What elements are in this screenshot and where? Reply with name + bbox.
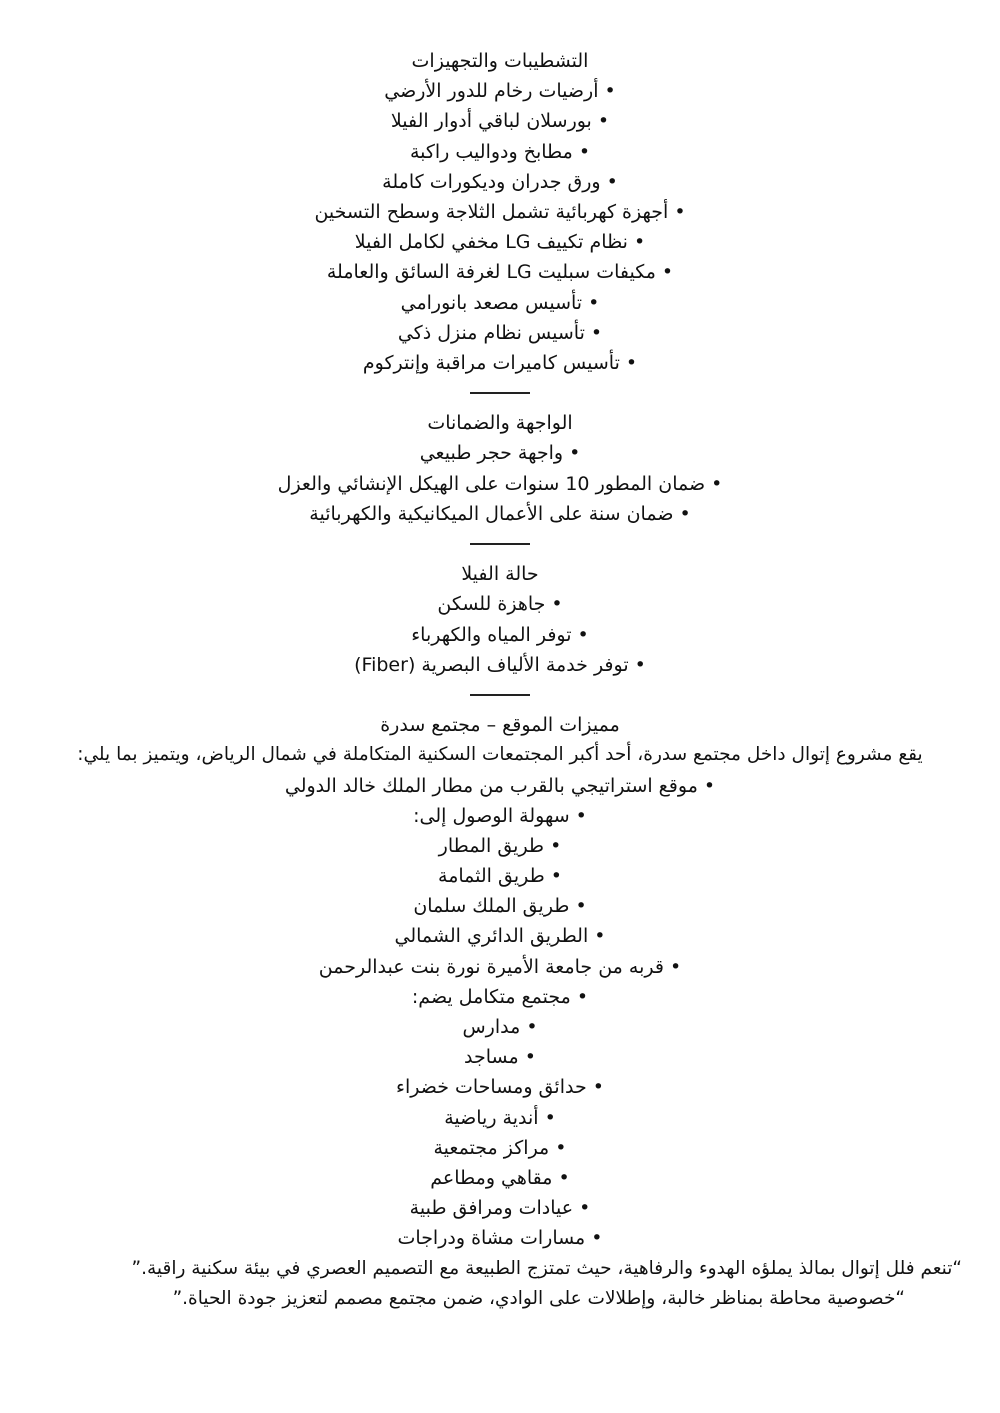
facade-section	[0, 408, 1000, 529]
list-item: • نظام تكييف LG مخفي لكامل الفيلا	[0, 227, 1000, 257]
list-item: • تأسيس نظام منزل ذكي	[0, 318, 1000, 348]
list-item: • بورسلان لباقي أدوار الفيلا	[0, 106, 1000, 136]
list-item: • مساجد	[0, 1042, 1000, 1072]
section-divider	[470, 392, 530, 394]
list-item: • مسارات مشاة ودراجات	[0, 1223, 1000, 1253]
list-item: • جاهزة للسكن	[0, 589, 1000, 619]
quote-line: “خصوصية محاطة بمناظر خالبة، وإطلالات على الوادي، ضمن مجتمع مصمم لتعزيز جودة الحياة.”	[172, 1287, 905, 1309]
list-item: • قربه من جامعة الأميرة نورة بنت عبدالرحمن	[0, 952, 1000, 982]
list-item: • توفر المياه والكهرباء	[0, 620, 1000, 650]
section-divider	[470, 694, 530, 696]
quote-line: “تنعم فلل إتوال بمالذ يملؤه الهدوء والرفاهية، حيث تمتزج الطبيعة مع التصميم العصري في بيئة سكنية راقية.”	[131, 1257, 962, 1279]
location-intro: يقع مشروع إتوال داخل مجتمع سدرة، أحد أكبر المجتمعات السكنية المتكاملة في شمال الرياض، ويتميز بما يلي:	[77, 744, 923, 766]
location-heading: مميزات الموقع – مجتمع سدرة	[380, 714, 620, 737]
status-heading: حالة الفيلا	[461, 563, 539, 586]
list-item: • مطابخ ودواليب راكبة	[0, 137, 1000, 167]
list-item: • مقاهي ومطاعم	[0, 1163, 1000, 1193]
list-item: • مجتمع متكامل يضم:	[0, 982, 1000, 1012]
quotes-section	[0, 1254, 1000, 1314]
list-item: • أندية رياضية	[0, 1103, 1000, 1133]
list-item: • توفر خدمة الألياف البصرية (Fiber)	[0, 650, 1000, 680]
list-item: • موقع استراتيجي بالقرب من مطار الملك خالد الدولي	[0, 771, 1000, 801]
location-section	[0, 710, 1000, 1253]
list-item: • ضمان المطور 10 سنوات على الهيكل الإنشائي والعزل	[0, 469, 1000, 499]
list-item: • مدارس	[0, 1012, 1000, 1042]
list-item: • سهولة الوصول إلى:	[0, 801, 1000, 831]
status-section	[0, 559, 1000, 680]
list-item: • الطريق الدائري الشمالي	[0, 921, 1000, 951]
list-item: • أرضيات رخام للدور الأرضي	[0, 76, 1000, 106]
list-item: • واجهة حجر طبيعي	[0, 438, 1000, 468]
section-divider-row	[0, 680, 1000, 710]
list-item: • طريق المطار	[0, 831, 1000, 861]
list-item: • تأسيس مصعد بانورامي	[0, 288, 1000, 318]
list-item: • مراكز مجتمعية	[0, 1133, 1000, 1163]
list-item: • ضمان سنة على الأعمال الميكانيكية والكهربائية	[0, 499, 1000, 529]
section-divider-row	[0, 529, 1000, 559]
list-item: • أجهزة كهربائية تشمل الثلاجة وسطح التسخين	[0, 197, 1000, 227]
list-item: • تأسيس كاميرات مراقبة وإنتركوم	[0, 348, 1000, 378]
list-item: • عيادات ومرافق طبية	[0, 1193, 1000, 1223]
list-item: • طريق الملك سلمان	[0, 891, 1000, 921]
list-item: • مكيفات سبليت LG لغرفة السائق والعاملة	[0, 257, 1000, 287]
finishes-section	[0, 46, 1000, 378]
list-item: • ورق جدران وديكورات كاملة	[0, 167, 1000, 197]
list-item: • طريق الثمامة	[0, 861, 1000, 891]
finishes-heading: التشطيبات والتجهيزات	[411, 50, 589, 72]
section-divider	[470, 543, 530, 545]
section-divider-row	[0, 378, 1000, 408]
list-item: • حدائق ومساحات خضراء	[0, 1072, 1000, 1102]
facade-heading: الواجهة والضمانات	[427, 412, 573, 435]
